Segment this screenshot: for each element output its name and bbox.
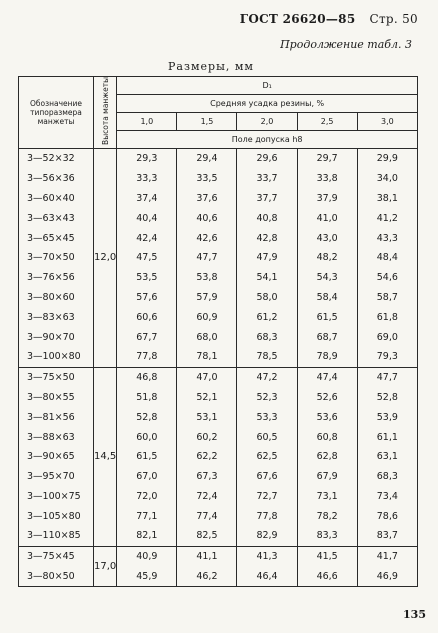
d1-value-cell: 46,2 [177, 567, 237, 587]
designation-cell: 3—65×45 [19, 228, 94, 248]
d1-value-cell: 61,5 [297, 307, 357, 327]
table-row [19, 189, 418, 209]
d1-value-cell: 47,9 [237, 248, 297, 268]
d1-value-cell: 58,0 [237, 288, 297, 308]
d1-value-cell: 67,6 [237, 467, 297, 487]
d1-value-cell: 67,3 [177, 467, 237, 487]
d1-value-cell: 42,6 [177, 228, 237, 248]
d1-value-cell: 62,5 [237, 447, 297, 467]
d1-value-cell: 58,4 [297, 288, 357, 308]
table-row [19, 388, 418, 408]
table-row [19, 546, 418, 566]
d1-value-cell: 40,6 [177, 208, 237, 228]
d1-value-cell: 47,7 [357, 367, 417, 387]
d1-value-cell: 45,9 [117, 567, 177, 587]
d1-value-cell: 53,3 [237, 407, 297, 427]
d1-value-cell: 46,4 [237, 567, 297, 587]
table-row [19, 268, 418, 288]
d1-value-cell: 79,3 [357, 347, 417, 367]
d1-value-cell: 41,7 [357, 546, 417, 566]
table-row [19, 567, 418, 587]
d1-group-header: D₁ [117, 77, 418, 95]
d1-value-cell: 58,7 [357, 288, 417, 308]
d1-value-cell: 61,5 [117, 447, 177, 467]
d1-value-cell: 40,8 [237, 208, 297, 228]
d1-value-cell: 33,3 [117, 169, 177, 189]
designation-cell: 3—90×65 [19, 447, 94, 467]
d1-value-cell: 37,6 [177, 189, 237, 209]
page-label: Стр. 50 [369, 12, 418, 26]
d1-value-cell: 72,4 [177, 487, 237, 507]
d1-value-cell: 54,6 [357, 268, 417, 288]
d1-value-cell: 46,6 [297, 567, 357, 587]
designation-cell: 3—80×55 [19, 388, 94, 408]
d1-value-cell: 47,5 [117, 248, 177, 268]
d1-value-cell: 41,2 [357, 208, 417, 228]
height-cell: 17,0 [94, 546, 117, 587]
designation-cell: 3—81×56 [19, 407, 94, 427]
designation-cell: 3—95×70 [19, 467, 94, 487]
designation-cell: 3—80×60 [19, 288, 94, 308]
table-row [19, 248, 418, 268]
d1-value-cell: 78,9 [297, 347, 357, 367]
d1-value-cell: 83,3 [297, 526, 357, 546]
d1-value-cell: 78,5 [237, 347, 297, 367]
d1-value-cell: 60,6 [117, 307, 177, 327]
d1-value-cell: 54,1 [237, 268, 297, 288]
d1-value-cell: 77,4 [177, 506, 237, 526]
d1-value-cell: 43,0 [297, 228, 357, 248]
d1-value-cell: 82,9 [237, 526, 297, 546]
table-row [19, 367, 418, 387]
table-row [19, 407, 418, 427]
designation-cell: 3—100×75 [19, 487, 94, 507]
d1-value-cell: 37,9 [297, 189, 357, 209]
d1-value-cell: 29,4 [177, 148, 237, 168]
d1-value-cell: 33,7 [237, 169, 297, 189]
shrinkage-header: Средняя усадка резины, % [117, 94, 418, 112]
d1-value-cell: 43,3 [357, 228, 417, 248]
designation-cell: 3—83×63 [19, 307, 94, 327]
shrinkage-value-header: 3,0 [357, 112, 417, 130]
d1-value-cell: 68,3 [357, 467, 417, 487]
d1-value-cell: 77,8 [237, 506, 297, 526]
d1-value-cell: 78,6 [357, 506, 417, 526]
d1-value-cell: 46,9 [357, 567, 417, 587]
table-row [19, 327, 418, 347]
d1-value-cell: 29,6 [237, 148, 297, 168]
d1-value-cell: 53,6 [297, 407, 357, 427]
d1-value-cell: 38,1 [357, 189, 417, 209]
d1-value-cell: 53,5 [117, 268, 177, 288]
designation-column-header: Обозначение типоразмера манжеты [19, 77, 94, 149]
d1-value-cell: 41,1 [177, 546, 237, 566]
d1-value-cell: 83,7 [357, 526, 417, 546]
d1-value-cell: 68,3 [237, 327, 297, 347]
designation-cell: 3—70×50 [19, 248, 94, 268]
d1-value-cell: 53,8 [177, 268, 237, 288]
d1-value-cell: 60,2 [177, 427, 237, 447]
d1-value-cell: 62,2 [177, 447, 237, 467]
standard-code: ГОСТ 26620—85 [239, 12, 356, 26]
designation-cell: 3—105×80 [19, 506, 94, 526]
d1-value-cell: 33,5 [177, 169, 237, 189]
designation-cell: 3—110×85 [19, 526, 94, 546]
d1-value-cell: 40,4 [117, 208, 177, 228]
d1-value-cell: 52,6 [297, 388, 357, 408]
shrinkage-value-header: 1,0 [117, 112, 177, 130]
d1-value-cell: 53,1 [177, 407, 237, 427]
d1-value-cell: 67,0 [117, 467, 177, 487]
table-row [19, 506, 418, 526]
d1-value-cell: 63,1 [357, 447, 417, 467]
d1-value-cell: 29,9 [357, 148, 417, 168]
d1-value-cell: 77,8 [117, 347, 177, 367]
table-row [19, 228, 418, 248]
d1-value-cell: 62,8 [297, 447, 357, 467]
designation-cell: 3—76×56 [19, 268, 94, 288]
page-header [240, 12, 418, 26]
table-row [19, 288, 418, 308]
d1-value-cell: 77,1 [117, 506, 177, 526]
table-row [19, 447, 418, 467]
table-row [19, 169, 418, 189]
d1-value-cell: 47,2 [237, 367, 297, 387]
table-row [19, 148, 418, 168]
d1-value-cell: 42,4 [117, 228, 177, 248]
d1-value-cell: 52,3 [237, 388, 297, 408]
designation-cell: 3—90×70 [19, 327, 94, 347]
table-row [19, 208, 418, 228]
d1-value-cell: 61,1 [357, 427, 417, 447]
d1-value-cell: 47,4 [297, 367, 357, 387]
d1-value-cell: 42,8 [237, 228, 297, 248]
table-row [19, 427, 418, 447]
d1-value-cell: 60,5 [237, 427, 297, 447]
d1-value-cell: 67,7 [117, 327, 177, 347]
d1-value-cell: 51,8 [117, 388, 177, 408]
d1-value-cell: 52,1 [177, 388, 237, 408]
d1-value-cell: 47,7 [177, 248, 237, 268]
d1-value-cell: 41,0 [297, 208, 357, 228]
d1-value-cell: 41,3 [237, 546, 297, 566]
d1-value-cell: 48,4 [357, 248, 417, 268]
designation-cell: 3—56×36 [19, 169, 94, 189]
table-title: Размеры, мм [168, 60, 254, 73]
tolerance-header: Поле допуска h8 [117, 130, 418, 148]
d1-value-cell: 82,1 [117, 526, 177, 546]
d1-value-cell: 67,9 [297, 467, 357, 487]
d1-value-cell: 52,8 [357, 388, 417, 408]
shrinkage-value-header: 2,5 [297, 112, 357, 130]
d1-value-cell: 37,7 [237, 189, 297, 209]
page-number: 135 [403, 608, 426, 621]
d1-value-cell: 60,8 [297, 427, 357, 447]
height-column-header: Высота манжеты [94, 77, 117, 149]
dimensions-table [18, 76, 418, 587]
d1-value-cell: 68,0 [177, 327, 237, 347]
designation-cell: 3—60×40 [19, 189, 94, 209]
height-cell: 14,5 [94, 367, 117, 546]
d1-value-cell: 48,2 [297, 248, 357, 268]
table-row [19, 307, 418, 327]
d1-value-cell: 46,8 [117, 367, 177, 387]
table-row [19, 347, 418, 367]
d1-value-cell: 72,0 [117, 487, 177, 507]
d1-value-cell: 68,7 [297, 327, 357, 347]
d1-value-cell: 29,3 [117, 148, 177, 168]
d1-value-cell: 72,7 [237, 487, 297, 507]
d1-value-cell: 37,4 [117, 189, 177, 209]
table-row [19, 526, 418, 546]
d1-value-cell: 73,1 [297, 487, 357, 507]
designation-cell: 3—75×50 [19, 367, 94, 387]
designation-cell: 3—80×50 [19, 567, 94, 587]
d1-value-cell: 34,0 [357, 169, 417, 189]
d1-value-cell: 47,0 [177, 367, 237, 387]
d1-value-cell: 60,9 [177, 307, 237, 327]
table-continuation-note: Продолжение табл. 3 [280, 38, 412, 51]
d1-value-cell: 41,5 [297, 546, 357, 566]
d1-value-cell: 82,5 [177, 526, 237, 546]
d1-value-cell: 78,2 [297, 506, 357, 526]
shrinkage-value-header: 1,5 [177, 112, 237, 130]
d1-value-cell: 61,8 [357, 307, 417, 327]
d1-value-cell: 57,6 [117, 288, 177, 308]
designation-cell: 3—100×80 [19, 347, 94, 367]
d1-value-cell: 33,8 [297, 169, 357, 189]
d1-value-cell: 53,9 [357, 407, 417, 427]
d1-value-cell: 29,7 [297, 148, 357, 168]
d1-value-cell: 57,9 [177, 288, 237, 308]
shrinkage-value-header: 2,0 [237, 112, 297, 130]
d1-value-cell: 52,8 [117, 407, 177, 427]
d1-value-cell: 61,2 [237, 307, 297, 327]
designation-cell: 3—63×43 [19, 208, 94, 228]
d1-value-cell: 69,0 [357, 327, 417, 347]
d1-value-cell: 73,4 [357, 487, 417, 507]
height-cell: 12,0 [94, 148, 117, 367]
d1-value-cell: 60,0 [117, 427, 177, 447]
table-row [19, 487, 418, 507]
designation-cell: 3—52×32 [19, 148, 94, 168]
d1-value-cell: 40,9 [117, 546, 177, 566]
d1-value-cell: 54,3 [297, 268, 357, 288]
d1-value-cell: 78,1 [177, 347, 237, 367]
table-row [19, 467, 418, 487]
designation-cell: 3—88×63 [19, 427, 94, 447]
designation-cell: 3—75×45 [19, 546, 94, 566]
